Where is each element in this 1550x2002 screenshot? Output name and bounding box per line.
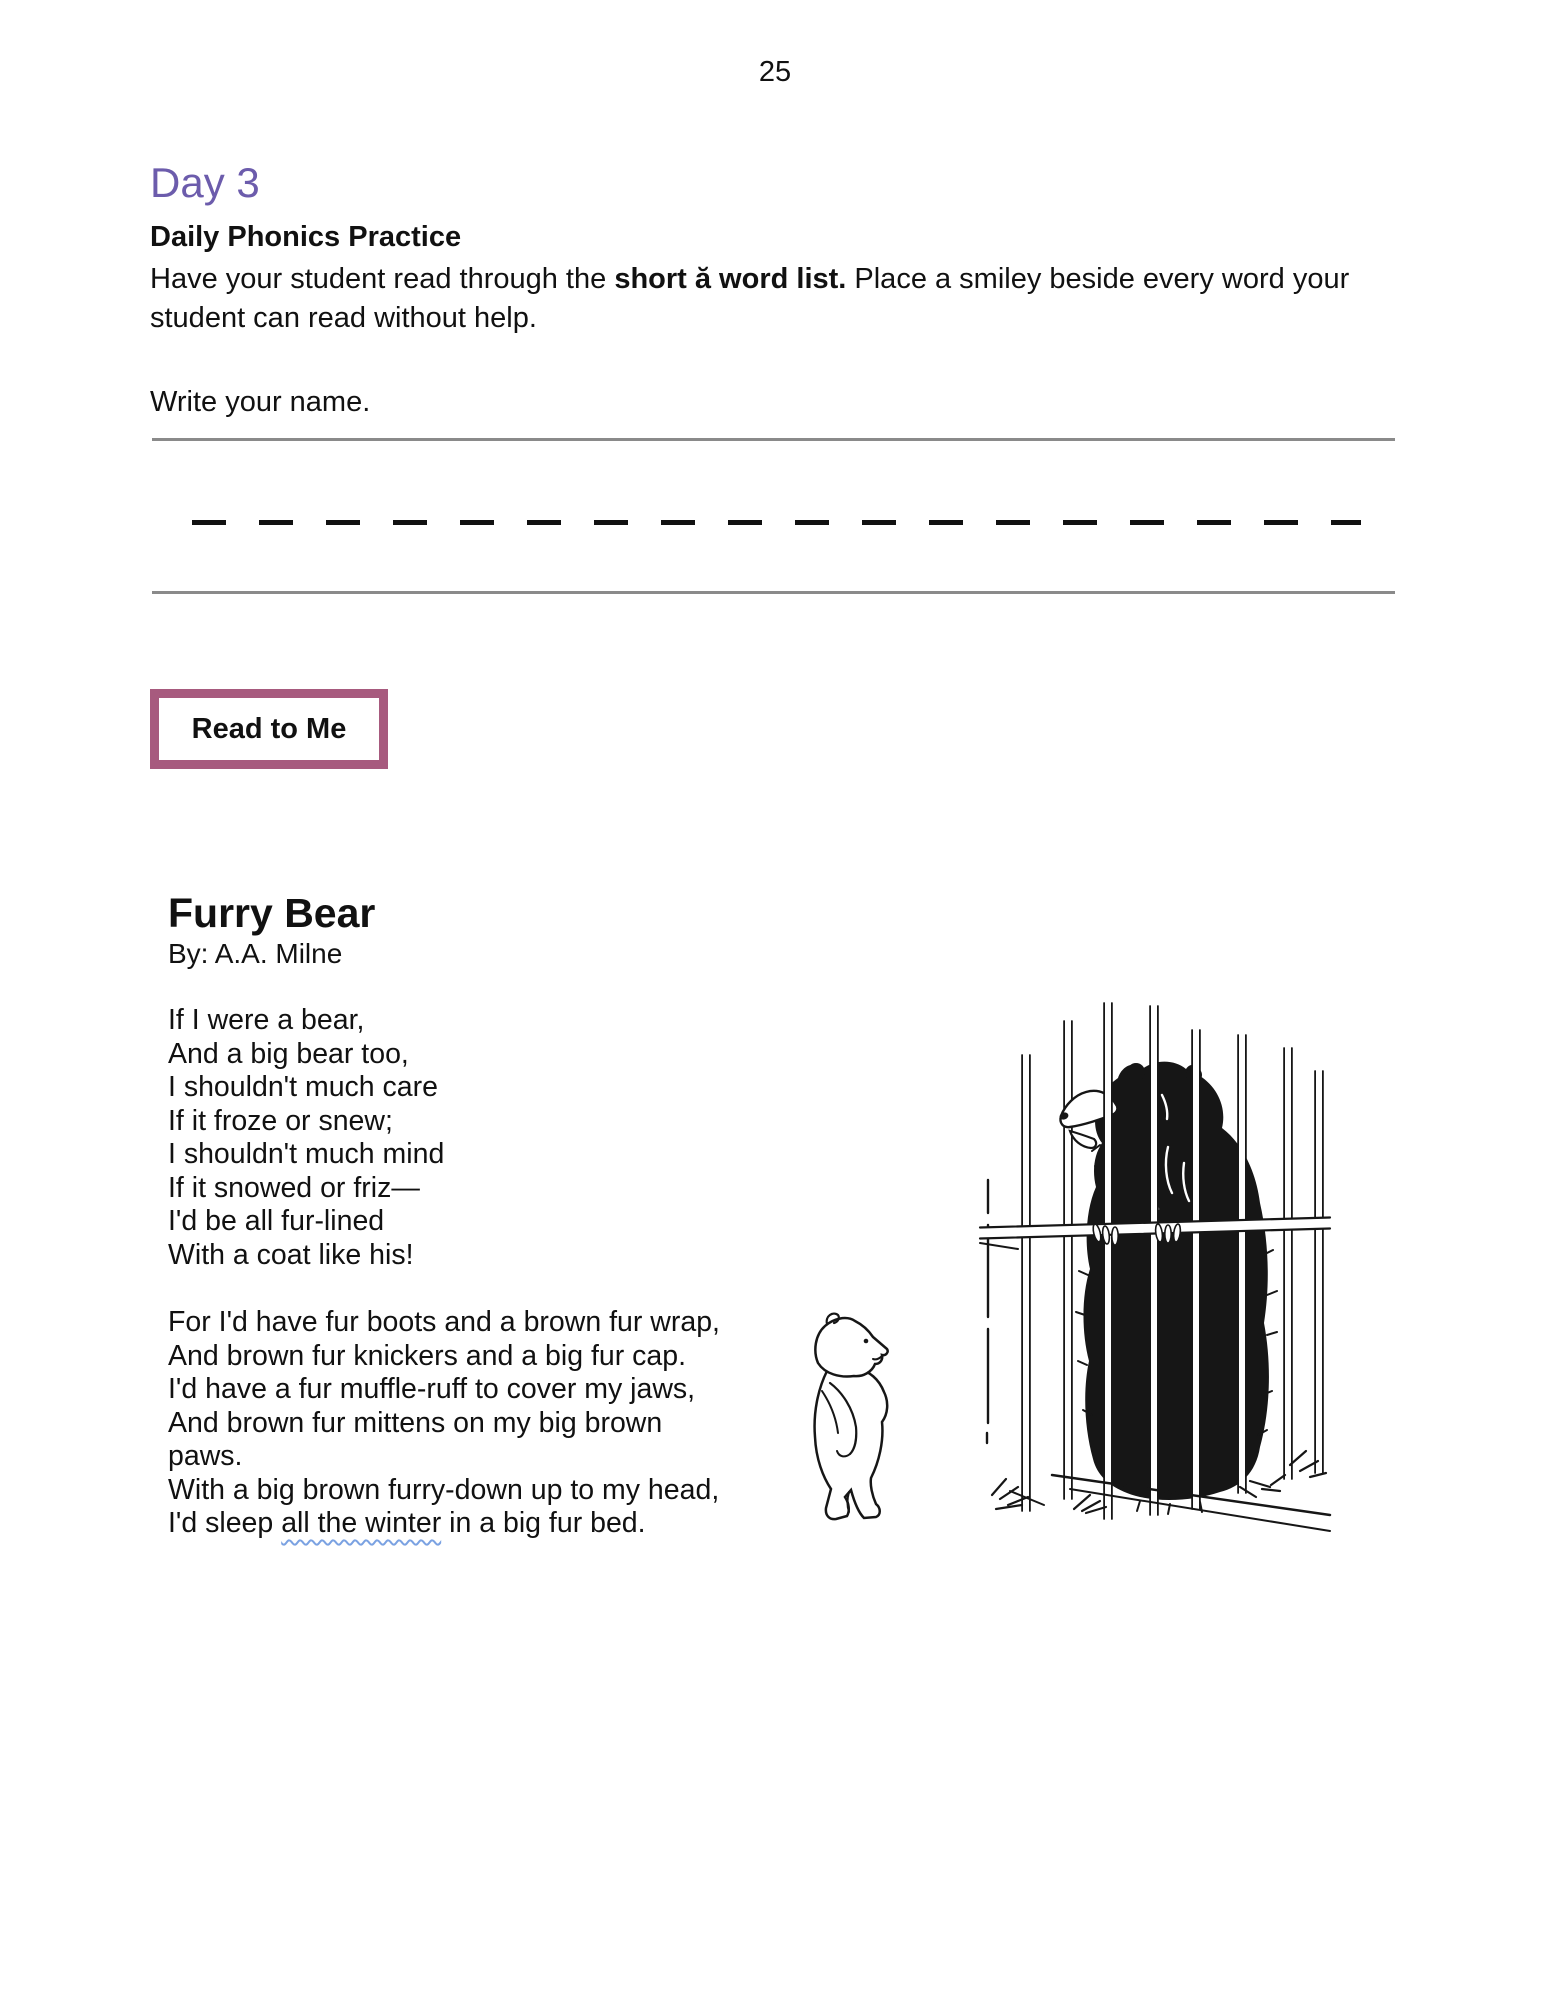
handwriting-dashed-midline [192,520,1361,525]
pooh-figure [815,1314,888,1520]
left-post [987,1180,988,1443]
instruction-pre: Have your student read through the [150,263,615,295]
page-number: 25 [758,56,792,88]
poem-line: For I'd have fur boots and a brown fur wrap, [168,1306,720,1338]
write-name-prompt: Write your name. [150,386,371,418]
handwriting-rule-bottom [152,591,1395,594]
section-heading: Daily Phonics Practice [150,221,462,253]
poem-line-segment: I'd sleep [168,1507,282,1539]
handwriting-lines [152,438,1395,596]
poem-line: And brown fur mittens on my big brown [168,1406,663,1439]
grammar-squiggle: all the winter [281,1507,442,1539]
poem-stanza-2 [168,1306,728,1541]
poem-stanza-1 [168,1004,728,1272]
poem-line: I'd have a fur muffle-ruff to cover my jaws, [168,1373,696,1405]
poem-line: And brown fur knickers and a big fur cap. [168,1339,687,1372]
handwriting-rule-top [152,438,1395,441]
poem-line: I'd be all fur-lined [168,1205,385,1237]
poem-line: With a big brown furry-down up to my head, [168,1473,720,1506]
poem-line: paws. [168,1440,243,1472]
ink-illustration [770,975,1335,1550]
read-to-me-box [150,689,388,769]
poem-line: If it froze or snew; [168,1104,393,1137]
poem-line-segment: in a big fur bed. [441,1507,646,1539]
poem-title: Furry Bear [168,890,376,936]
poem-section [168,890,728,1541]
poem-line: And a big bear too, [168,1037,409,1070]
poem-line: I shouldn't much mind [168,1138,445,1170]
cage-bars-rear [1022,1021,1072,1511]
instruction-post: Place a smiley beside every word your student can read without help. [150,263,1350,334]
poem-line: I shouldn't much care [168,1071,438,1103]
read-to-me-label: Read to Me [191,712,347,745]
poem-illustration [770,975,1335,1550]
poem-line: If it snowed or friz— [168,1171,420,1204]
lesson-header [150,160,1405,338]
poem-byline: By: A.A. Milne [168,938,343,969]
poem-line: With a coat like his! [168,1238,414,1271]
pooh-eye [864,1339,869,1344]
instruction-text [150,260,1405,338]
day-heading: Day 3 [150,159,260,206]
poem-line [168,1507,728,1541]
poem-line: If I were a bear, [168,1004,365,1036]
instruction-bold-phrase: short ă word list. [614,263,847,295]
